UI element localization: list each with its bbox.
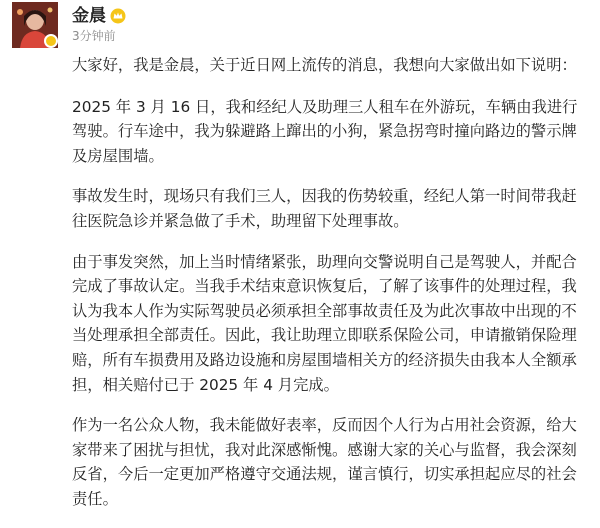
post-paragraph: 大家好，我是金晨，关于近日网上流传的消息，我想向大家做出如下说明：	[72, 56, 577, 74]
author-name-row[interactable]	[72, 6, 126, 26]
post-paragraph: 作为一名公众人物，我未能做好表率，反而因个人行为占用社会资源，给大家带来了困扰与担忧，我对此深感惭愧。感谢大家的关心与监督，我会深刻反省，今后一定更加严格遵守交通法规，谨言慎行，切实承担起应尽的社会责任。	[72, 416, 577, 508]
verified-badge-dot	[44, 34, 58, 48]
author-name[interactable]: 金晨	[72, 6, 106, 26]
post-paragraph: 由于事发突然，加上当时情绪紧张，助理向交警说明自己是驾驶人，并配合完成了事故认定。当我手术结束意识恢复后，了解了该事件的处理过程，我认为我本人作为实际驾驶员必须承担全部事故责任及为此次事故中出现的不当处理承担全部责任。因此，我让助理立即联系保险公司，申请撤销保险理赔，所有车损费用及路边设施和房屋围墙相关方的经济损失由我本人全额承担，相关赔付已于 2025 年 4 月完成。	[72, 252, 577, 394]
post-body	[72, 48, 592, 528]
crown-icon	[110, 8, 126, 24]
post-timestamp: 3分钟前	[72, 29, 116, 43]
post-header	[0, 0, 600, 48]
post-paragraph: 事故发生时，现场只有我们三人，因我的伤势较重，经纪人第一时间带我赶往医院急诊并紧急做了手术，助理留下处理事故。	[72, 187, 577, 230]
post-paragraph: 2025 年 3 月 16 日，我和经纪人及助理三人租车在外游玩，车辆由我进行驾驶。行车途中，我为躲避路上蹿出的小狗，紧急拐弯时撞向路边的警示牌及房屋围墙。	[72, 97, 578, 165]
